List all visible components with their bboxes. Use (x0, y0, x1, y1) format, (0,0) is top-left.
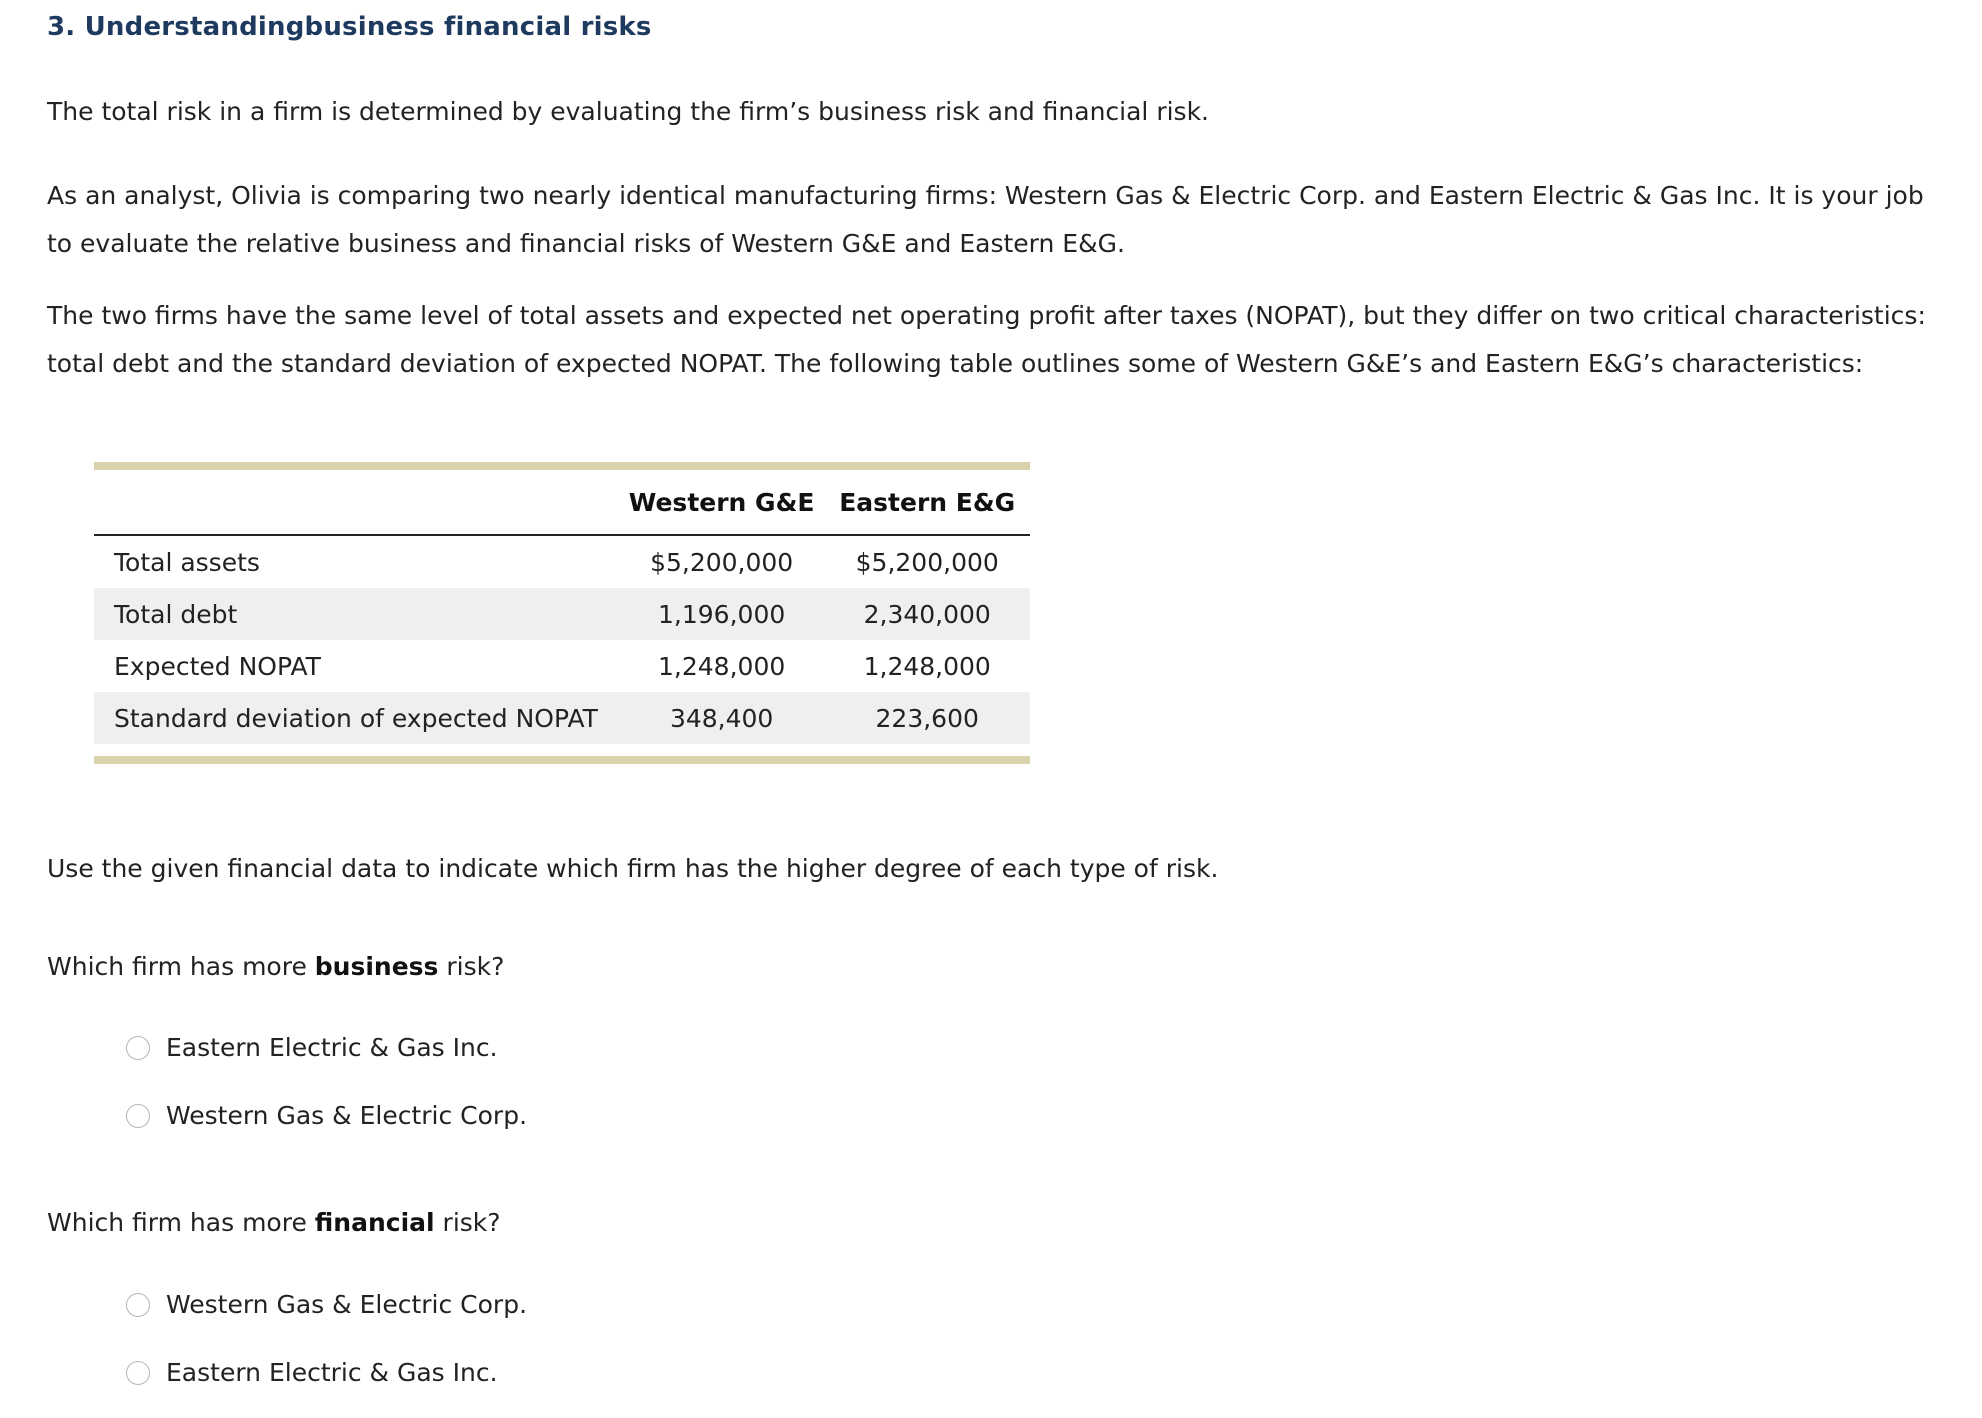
financial-option-eastern[interactable] (126, 1358, 498, 1387)
option-label: Eastern Electric & Gas Inc. (166, 1033, 498, 1062)
row-label: Total debt (94, 588, 619, 640)
western-value: $5,200,000 (650, 547, 794, 577)
eastern-value: 223,600 (824, 692, 1030, 744)
characteristics-table (94, 462, 1030, 764)
option-label: Western Gas & Electric Corp. (166, 1290, 528, 1319)
eastern-value: 2,340,000 (824, 588, 1030, 640)
intro-paragraph: The total risk in a firm is determined by evaluating the firm’s business risk and financial risk. (47, 97, 1209, 126)
western-value: 348,400 (619, 692, 825, 744)
page-title: 3. Understandingbusiness financial risks (47, 12, 652, 42)
option-label: Western Gas & Electric Corp. (166, 1101, 528, 1130)
radio-button[interactable] (126, 1361, 150, 1385)
table-row (94, 692, 1030, 744)
business-risk-question (47, 952, 504, 981)
eastern-value: $5,200,000 (855, 547, 999, 577)
business-option-western[interactable] (126, 1101, 527, 1130)
table-top-rule (94, 462, 1030, 470)
question-suffix: risk? (438, 952, 505, 981)
financial-option-western[interactable] (126, 1290, 527, 1319)
western-value: 1,248,000 (658, 651, 786, 681)
analyst-paragraph: As an analyst, Olivia is comparing two nearly identical manufacturing firms: Western Gas & Electric Corp. and Eastern Electric & Gas Inc. It is your job to evaluate the relative business and financial risks of Western G&E and Eastern E&G. (47, 181, 1924, 258)
eastern-value: 1,248,000 (863, 651, 991, 681)
table-bottom-rule (94, 756, 1030, 764)
header-eastern: Eastern E&G (824, 470, 1030, 535)
data-table (94, 470, 1030, 744)
row-label: Total assets (114, 547, 260, 577)
row-label: Expected NOPAT (114, 651, 321, 681)
header-blank (94, 470, 619, 535)
question-emphasis: financial (314, 1208, 435, 1237)
table-row (94, 640, 1030, 692)
question-prefix: Which firm has more (47, 1208, 315, 1237)
row-label: Standard deviation of expected NOPAT (94, 692, 619, 744)
financial-risk-question (47, 1208, 501, 1237)
table-row (94, 588, 1030, 640)
instruction-paragraph: Use the given financial data to indicate which firm has the higher degree of each type of risk. (47, 854, 1219, 883)
question-suffix: risk? (434, 1208, 501, 1237)
question-emphasis: business (314, 952, 439, 981)
question-prefix: Which firm has more (47, 952, 315, 981)
radio-button[interactable] (126, 1104, 150, 1128)
business-option-eastern[interactable] (126, 1033, 498, 1062)
western-value: 1,196,000 (619, 588, 825, 640)
radio-button[interactable] (126, 1293, 150, 1317)
firms-paragraph: The two firms have the same level of total assets and expected net operating profit after taxes (NOPAT), but they differ on two critical characteristics: total debt and the standard deviation of expected NOPAT. The following table outlines some of Western G&E’s and Eastern E&G’s characteristics: (47, 301, 1926, 378)
table-header-row (94, 470, 1030, 535)
table-row (94, 535, 1030, 588)
header-western: Western G&E (619, 470, 825, 535)
radio-button[interactable] (126, 1036, 150, 1060)
option-label: Eastern Electric & Gas Inc. (166, 1358, 498, 1387)
